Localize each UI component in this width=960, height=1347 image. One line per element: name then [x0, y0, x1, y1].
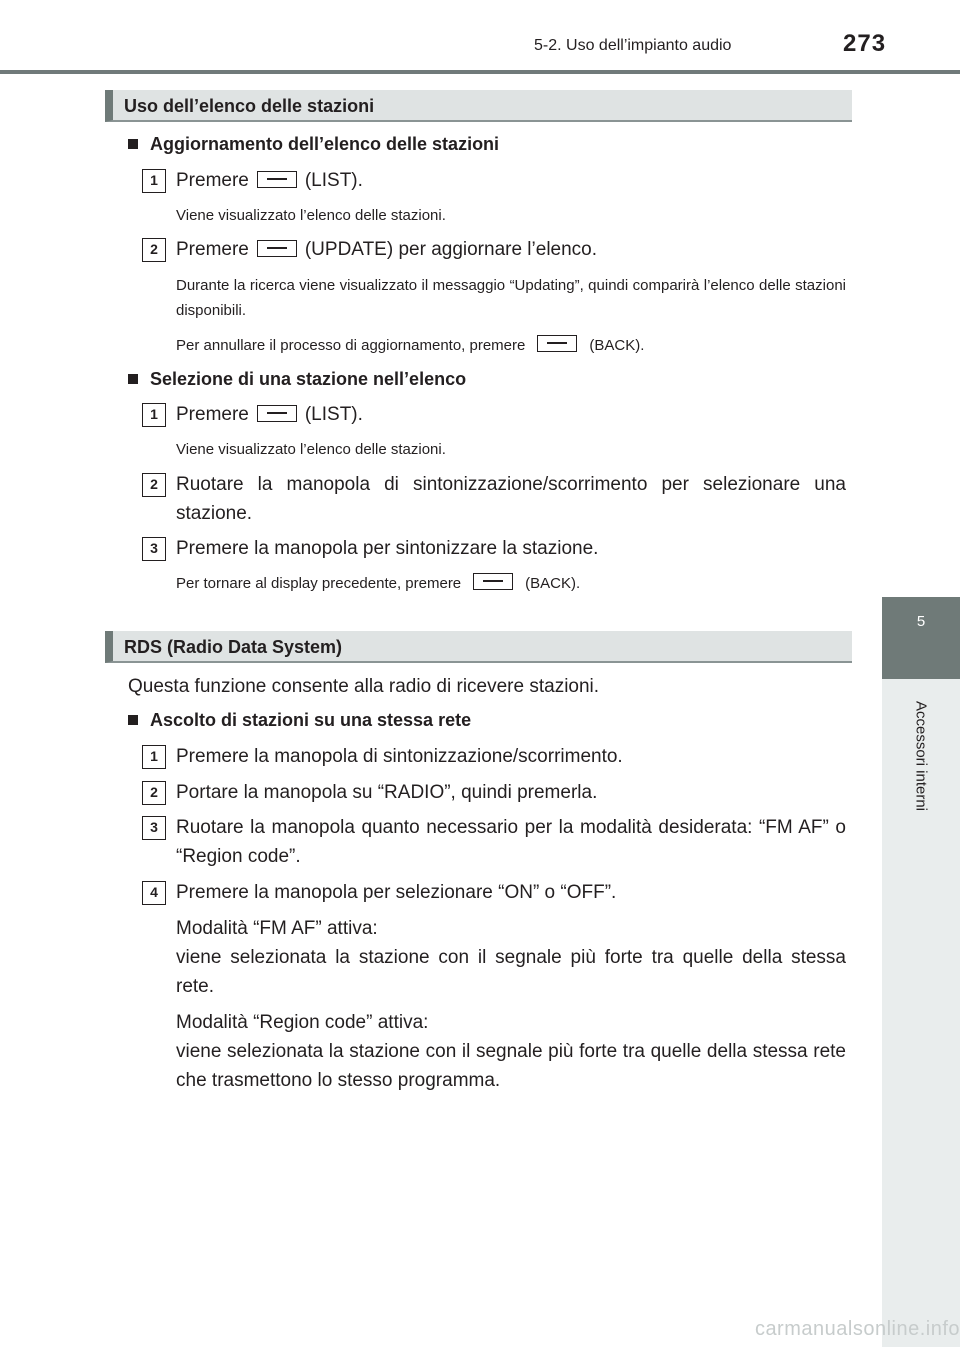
section-bar-rds — [105, 631, 852, 663]
back-button-icon — [473, 573, 513, 590]
square-bullet-icon — [128, 715, 138, 725]
step-text: Premere (UPDATE) per aggiornare l’elenco. — [176, 239, 598, 260]
step-number: 1 — [142, 403, 166, 427]
mode-title: Modalità “Region code” attiva: — [176, 1012, 429, 1033]
mode-title: Modalità “FM AF” attiva: — [176, 918, 378, 939]
subsection-heading-text: Selezione di una stazione nell’elenco — [150, 369, 467, 389]
step-number: 2 — [142, 238, 166, 262]
step-note: Viene visualizzato l’elenco delle stazioni. — [176, 441, 446, 458]
section-title: RDS (Radio Data System) — [124, 637, 343, 657]
step-text: Ruotare la manopola quanto necessario per la modalità desiderata: “FM AF” o “Region code”. — [176, 817, 846, 867]
header-section-title: 5-2. Uso dell’impianto audio — [534, 37, 732, 54]
step-text: Premere la manopola per sintonizzare la stazione. — [176, 538, 599, 559]
page-number: 273 — [843, 30, 887, 57]
list-button-icon — [257, 405, 297, 422]
subsection-heading-text: Ascolto di stazioni su una stessa rete — [150, 710, 472, 730]
mode-description: viene selezionata la stazione con il segnale più forte tra quelle della stessa rete. — [176, 947, 846, 997]
step-number: 2 — [142, 781, 166, 805]
step-text: Premere (LIST). — [176, 170, 363, 191]
step-note: Durante la ricerca viene visualizzato il messaggio “Updating”, quindi comparirà l’elenco delle stazioni disponibili. — [176, 277, 846, 319]
step-text: Ruotare la manopola di sintonizzazione/scorrimento per selezionare una stazione. — [176, 474, 846, 524]
square-bullet-icon — [128, 139, 138, 149]
back-button-icon — [537, 335, 577, 352]
subsection-heading — [128, 134, 499, 155]
watermark-text: carmanualsonline.info — [754, 1318, 960, 1340]
chapter-tab — [882, 597, 960, 679]
step-text: Portare la manopola su “RADIO”, quindi premerla. — [176, 782, 598, 803]
step-note: Per annullare il processo di aggiornamento, premere (BACK). — [176, 337, 645, 354]
step-note: Per tornare al display precedente, premere (BACK). — [176, 575, 581, 592]
step-number: 2 — [142, 473, 166, 497]
step-text: Premere (LIST). — [176, 404, 363, 425]
step-number: 1 — [142, 745, 166, 769]
header-rule — [0, 70, 960, 74]
chapter-label: Accessori interni — [912, 700, 930, 812]
section-title: Uso dell’elenco delle stazioni — [124, 96, 375, 116]
step-number: 1 — [142, 169, 166, 193]
step-number: 3 — [142, 537, 166, 561]
list-button-icon — [257, 171, 297, 188]
chapter-number: 5 — [916, 613, 926, 630]
step-number: 4 — [142, 881, 166, 905]
subsection-heading — [128, 369, 466, 390]
subsection-heading — [128, 710, 471, 731]
step-text: Premere la manopola per selezionare “ON” o “OFF”. — [176, 882, 617, 903]
square-bullet-icon — [128, 374, 138, 384]
subsection-heading-text: Aggiornamento dell’elenco delle stazioni — [150, 134, 500, 154]
step-note: Viene visualizzato l’elenco delle stazioni. — [176, 207, 446, 224]
step-text: Premere la manopola di sintonizzazione/scorrimento. — [176, 746, 623, 767]
section-intro: Questa funzione consente alla radio di ricevere stazioni. — [128, 676, 600, 697]
section-bar-station-list — [105, 90, 852, 122]
update-button-icon — [257, 240, 297, 257]
step-number: 3 — [142, 816, 166, 840]
mode-description: viene selezionata la stazione con il segnale più forte tra quelle della stessa rete che trasmettono lo stesso programma. — [176, 1041, 846, 1091]
